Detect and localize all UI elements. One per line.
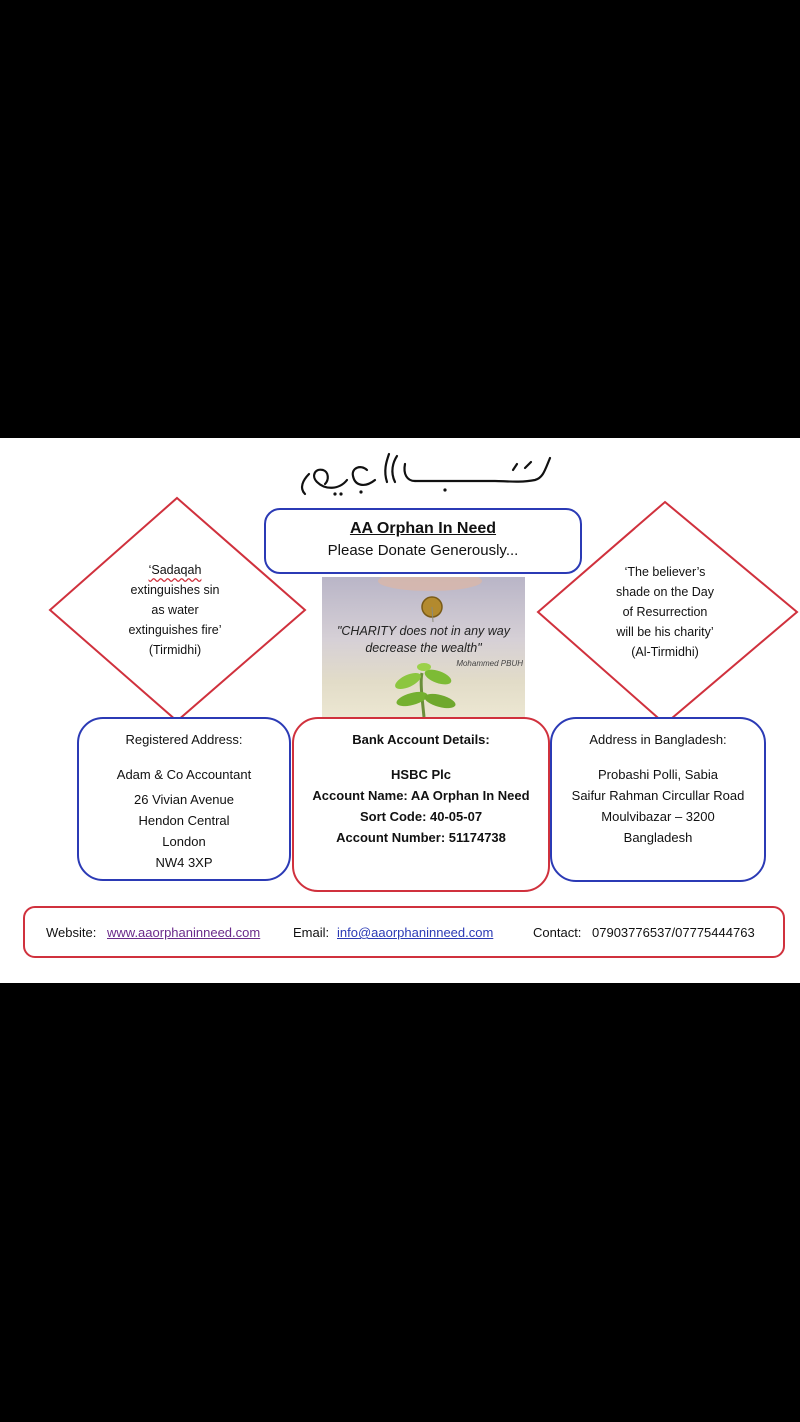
bank-details-box — [292, 717, 550, 892]
donate-subtitle: Please Donate Generously... — [327, 542, 519, 559]
address-line: Moulvibazar – 3200 — [601, 809, 715, 824]
contact-label: Contact: — [533, 925, 582, 940]
bismillah-calligraphy-icon — [295, 450, 555, 500]
charity-photo — [322, 577, 525, 717]
believer-quote — [585, 562, 745, 662]
email-link[interactable]: info@aaorphaninneed.com — [337, 925, 494, 940]
bank-name: HSBC Plc — [391, 767, 451, 782]
plant-sprout-icon — [393, 663, 457, 717]
address-line: Adam & Co Accountant — [116, 767, 252, 782]
contact-numbers: 07903776537/07775444763 — [592, 925, 755, 940]
address-line: NW4 3XP — [155, 855, 213, 870]
account-name: Account Name: AA Orphan In Need — [312, 788, 530, 803]
email-label: Email: — [293, 925, 330, 940]
sadaqah-quote — [95, 560, 255, 660]
quote-line: extinguishes sin — [130, 583, 220, 597]
address-line: Saifur Rahman Circullar Road — [571, 788, 745, 803]
donation-poster — [0, 438, 800, 983]
account-number: Account Number: 51174738 — [336, 830, 506, 845]
charity-quote: "CHARITY does not in any way decrease the wealth" — [336, 624, 511, 655]
website-label: Website: — [46, 925, 97, 940]
address-line: London — [162, 834, 206, 849]
registered-address-box — [77, 717, 291, 881]
quote-line: shade on the Day — [616, 585, 714, 599]
contact-footer — [23, 906, 785, 958]
address-line: Hendon Central — [138, 813, 230, 828]
quote-line: as water — [151, 603, 199, 617]
quote-line: ‘Sadaqah — [148, 563, 202, 577]
quote-line: ‘The believer’s — [624, 565, 706, 579]
quote-source: (Tirmidhi) — [148, 643, 202, 657]
title-box — [264, 508, 582, 574]
address-line: 26 Vivian Avenue — [134, 792, 234, 807]
sort-code: Sort Code: 40-05-07 — [359, 809, 483, 824]
quote-line: extinguishes fire’ — [128, 623, 222, 637]
address-line: Probashi Polli, Sabia — [598, 767, 718, 782]
quote-attribution: Mohammed PBUH — [456, 659, 523, 668]
organization-title: AA Orphan In Need — [349, 520, 497, 537]
address-line: Bangladesh — [623, 830, 693, 845]
quote-line: will be his charity’ — [616, 625, 714, 639]
bangladesh-address-heading: Address in Bangladesh: — [589, 732, 727, 747]
hand-shape — [378, 577, 482, 591]
bangladesh-address-box — [550, 717, 766, 882]
bank-details-heading: Bank Account Details: — [352, 732, 490, 747]
registered-address-heading: Registered Address: — [125, 732, 243, 747]
quote-source: (Al-Tirmidhi) — [631, 645, 699, 659]
website-link[interactable]: www.aaorphaninneed.com — [107, 925, 261, 940]
quote-line: of Resurrection — [622, 605, 708, 619]
